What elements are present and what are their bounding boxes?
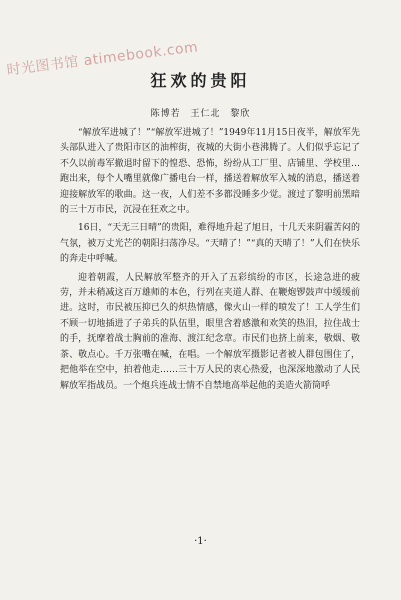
paragraph: 16日，“天无三日晴”的贵阳，难得地升起了旭日，十几天来阴霾苦闷的气氛，被万丈光芒的朝阳扫荡净尽。“天晴了！”“真的天晴了！”人们在快乐的奔走中呼喊。 — [60, 223, 360, 265]
page-number: ·1· — [194, 536, 207, 547]
site-watermark: 时光图书馆 atimebook.com — [5, 39, 200, 79]
article-authors: 陈博若 王仁北 黎欣 — [150, 109, 251, 119]
article-body — [60, 126, 360, 397]
paragraph: 迎着朝霞，人民解放军整齐的开入了五彩缤纷的市区，长途急进的疲劳，并未稍减这百万雄师的本色，行列在夹道人群、在鞭炮锣鼓声中缓缓前进。这时，市民被压抑已久的炽热情感，像火山一样的喷发了！工人学生们不顾一切地插进了子弟兵的队伍里，眼里含着感激和欢笑的热泪，拉住战士的手，抚摩着战士胸前的准海、渡江纪念章。市民们也挤上前来，敬烟、敬茶、敬点心。千万张嘴在喊，在唱。一个解放军摄影记者被人群包围住了，把他举在空中，拍着他走……三十万人民的衷心热爱，也深深地激动了人民解放军指战员。一个炮兵连战士情不自禁地高举起他的美造火箭筒呼 — [60, 272, 360, 391]
article-title: 狂欢的贵阳 — [150, 71, 251, 90]
paragraph: “解放军进城了！”“解放军进城了！”1949年11月15日夜半，解放军先头部队进入了贵阳市区的油榨街，夜城的大街小巷沸腾了。人们似乎忘记了不久以前毒军撤退时留下的惶恐、恐怖，纷纷从工厂里、店铺里、学校里…跑出来，每个人嘴里就像广播电台一样，播送着解放军入城的消息，播送着迎接解放军的歌曲。这一夜，人们差不多都没睡多少觉。渡过了黎明前黑暗的三十万市民，沉浸在狂欢之中。 — [60, 128, 360, 216]
